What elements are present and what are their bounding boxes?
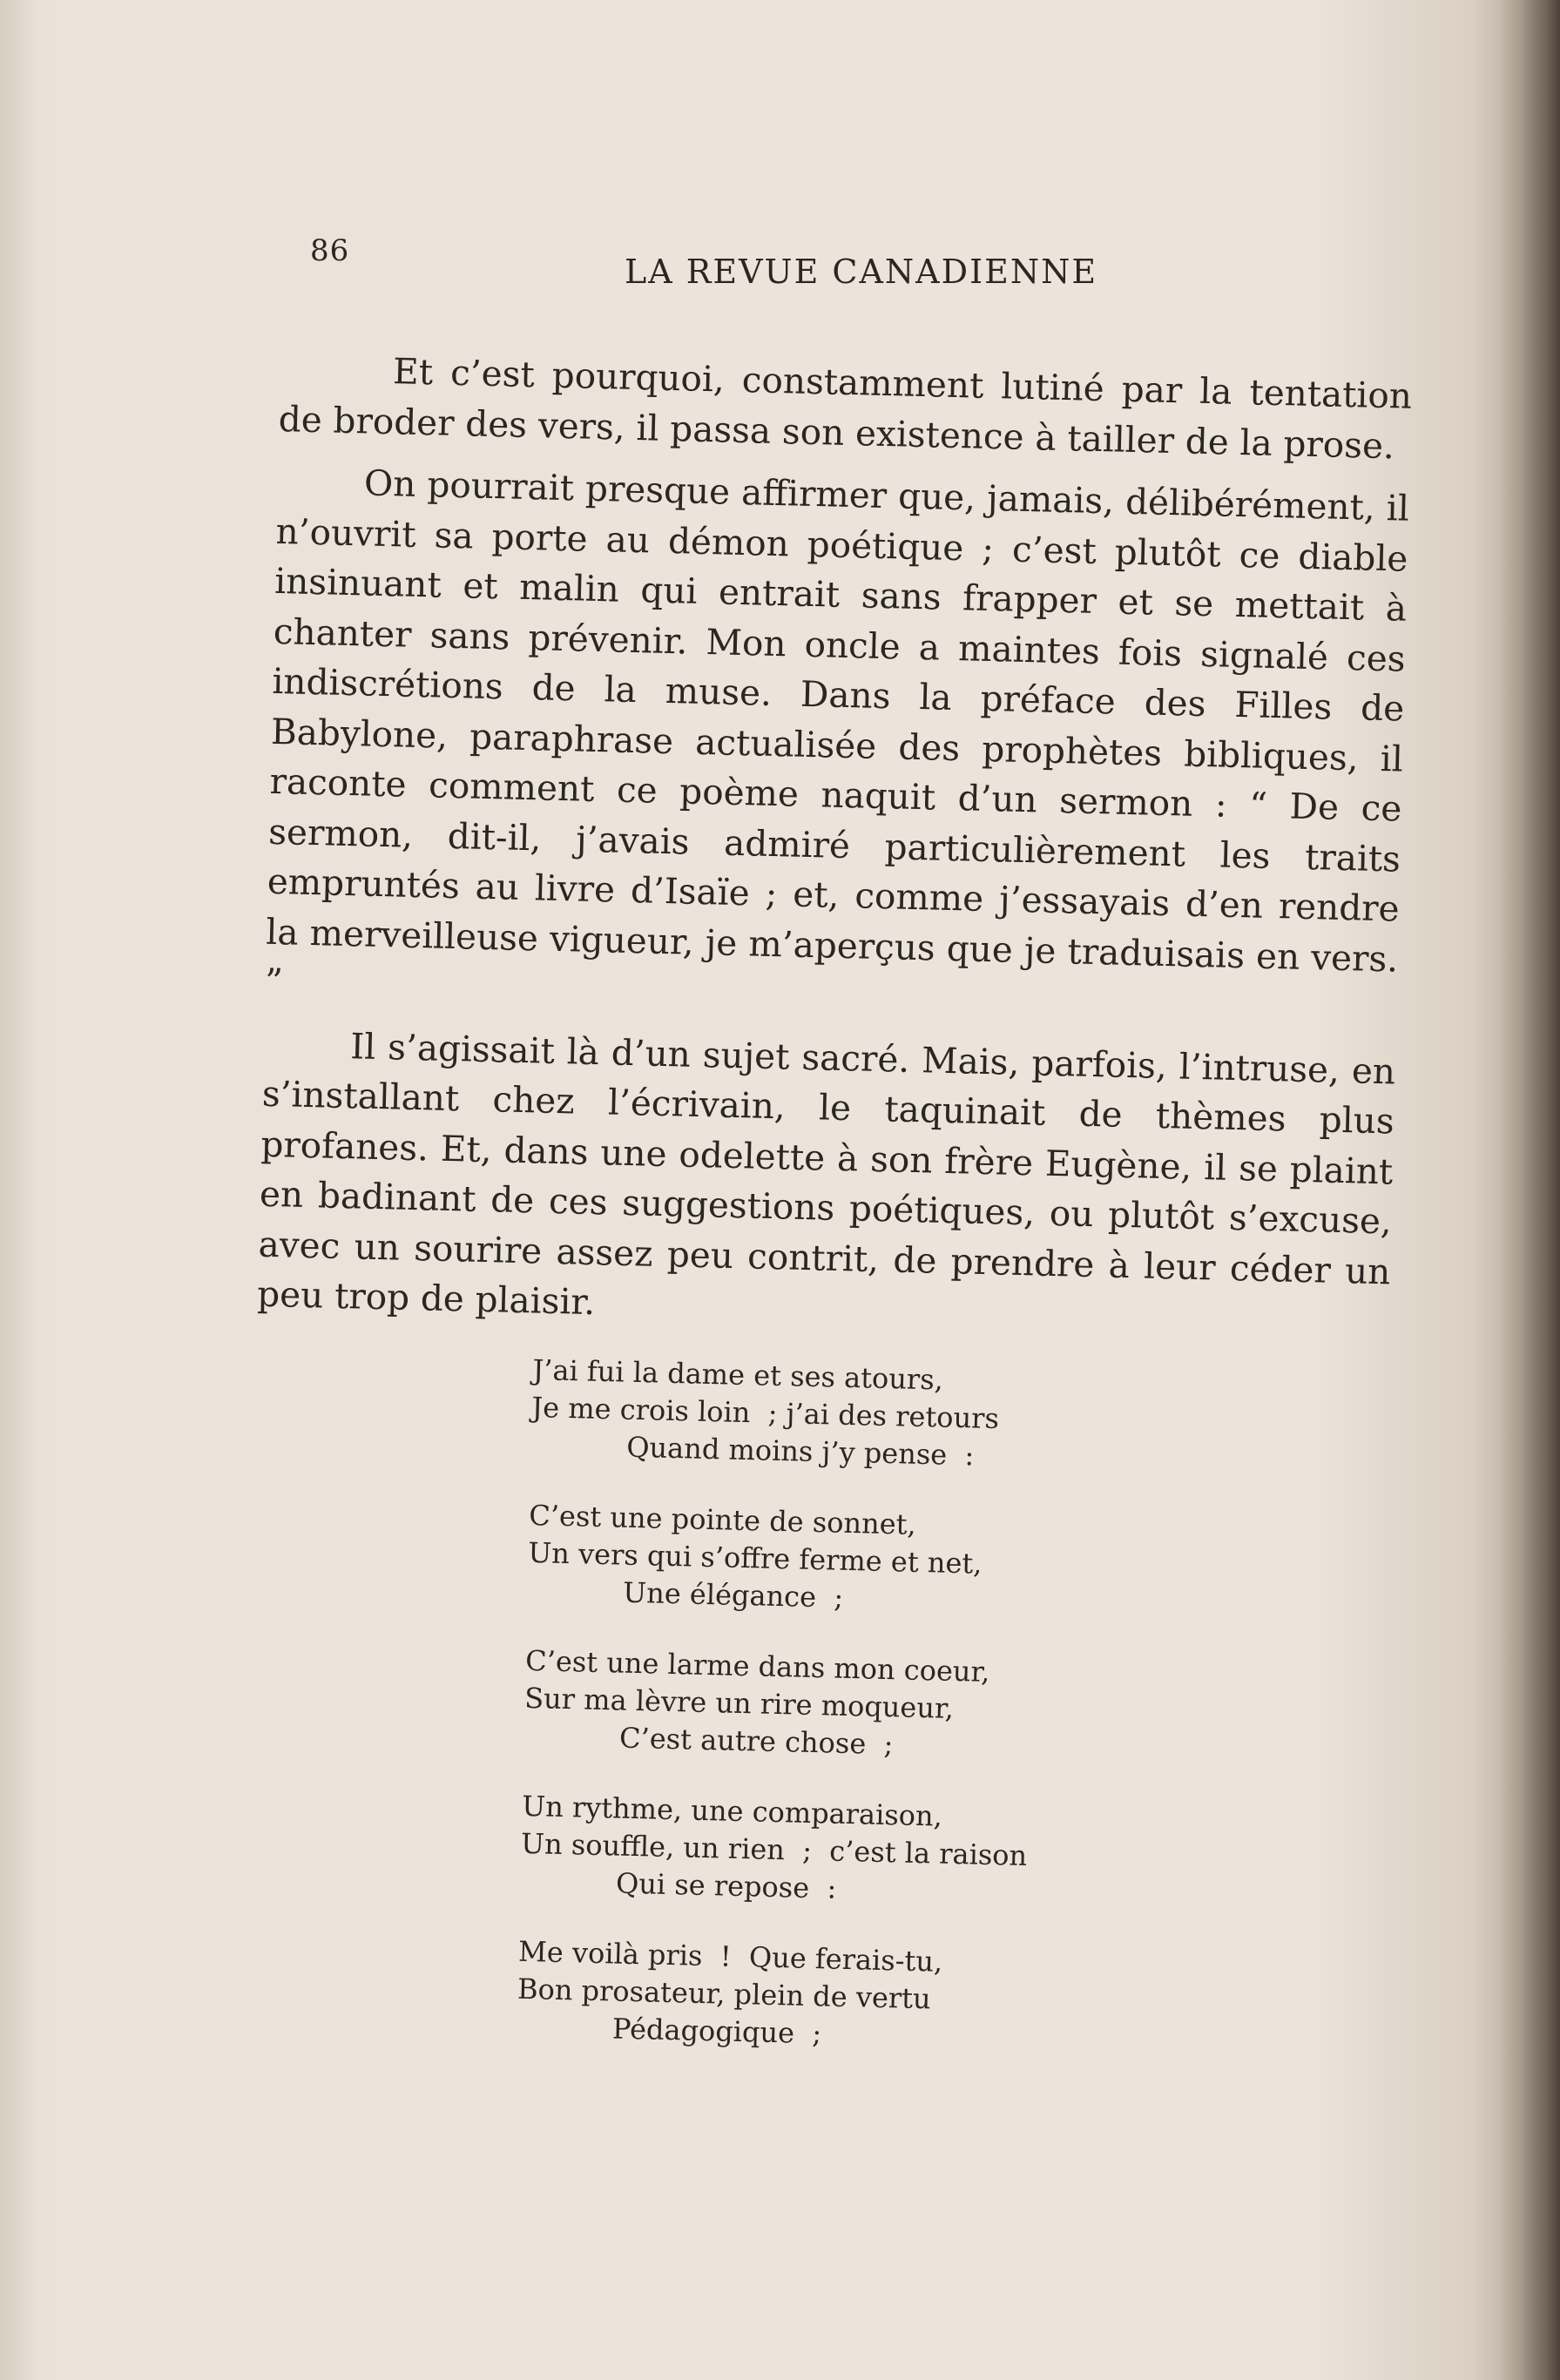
paragraph: Il s’agissait là d’un sujet sacré. Mais, parfois, l’intruse, en s’installant chez l’écrivain, le taquinait de thèmes plus profanes. Et, dans une odelette à son frère Eugène, il se plaint en badinant de ces suggestions poétiques, ou plutôt s’excuse, avec un sourire assez peu contrit, de prendre à leur céder un peu trop de plaisir. [256,1024,1396,1324]
poem-line: C’est autre chose ; [618,1721,894,1762]
poem-line: Quand moins j’y pense : [625,1430,975,1473]
poem [516,1352,1143,2093]
poem-stanza [527,1497,1139,1624]
poem-line: Qui se repose : [615,1866,837,1905]
poem-line: Une élégance ; [622,1575,844,1615]
paragraph: On pourrait presque affirmer que, jamais, délibérément, il n’ouvrit sa porte au démon poétique ; c’est plutôt ce diable insinuant et malin qui entrait sans frapper et se mettait à chanter sans prévenir. Mon oncle a maintes fois signalé ces indiscrétions de la muse. Dans la préface des Filles de Babylone, paraphrase actualisée des prophètes bibliques, il raconte comment ce poème naquit d’un sermon : “ De ce sermon, dit-il, j’avais admiré particulièrement les traits empruntés au livre d’Isaïe ; et, comme j’essayais d’en rendre la merveilleuse vigueur, je m’aperçus que je traduisais en vers. ” [264,462,1410,1003]
poem-line: C’est une larme dans mon coeur, [524,1643,990,1689]
page-edge-shadow [1499,0,1560,2380]
poem-line: Un vers qui s’offre ferme et net, [527,1535,983,1581]
running-head: LA REVUE CANADIENNE [625,253,1098,291]
page-spine-edge [0,0,35,2380]
poem-line: Un souffle, un rien ; c’est la raison [520,1826,1028,1873]
page-number: 86 [310,233,350,268]
poem-line: C’est une pointe de sonnet, [528,1498,917,1541]
poem-line: Bon prosateur, plein de vertu [517,1972,932,2016]
poem-stanza [523,1642,1136,1770]
poem-line: Sur ma lèvre un rire moqueur, [523,1681,955,1725]
body-text [256,344,1412,1359]
poem-stanza [517,1933,1129,2060]
poem-stanza [520,1788,1132,1915]
poem-stanza [530,1352,1143,1479]
poem-line: J’ai fui la dame et ses atours, [532,1352,944,1397]
poem-line: Je me crois loin ; j’ai des retours [530,1390,1000,1436]
paragraph: Et c’est pourquoi, constamment lutiné par la tentation de broder des vers, il passa son existence à tailler de la prose. [278,350,1413,467]
poem-line: Un rythme, une comparaison, [521,1789,943,1833]
poem-line: Me voilà pris ! Que ferais-tu, [517,1934,943,1979]
poem-line: Pédagogique ; [611,2012,822,2051]
